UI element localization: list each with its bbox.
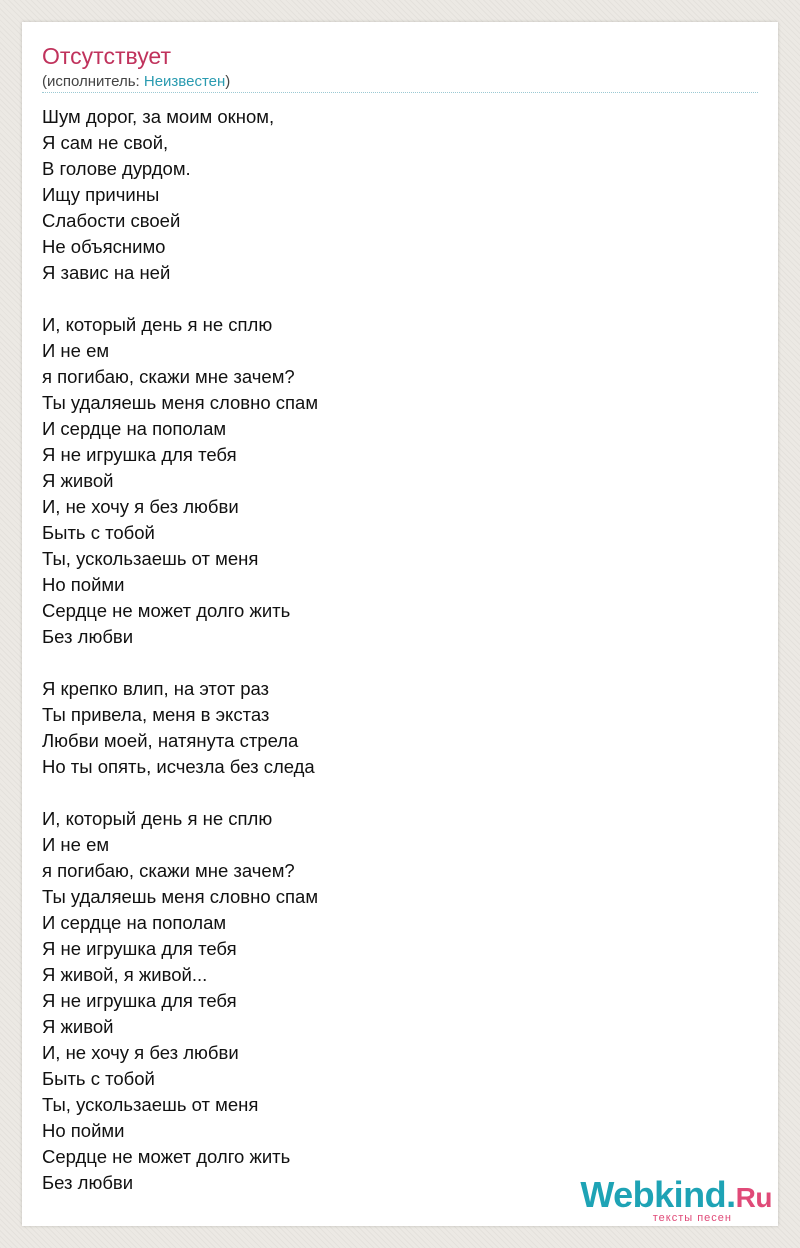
lyric-line: И, который день я не сплю [42,808,273,829]
lyric-line: Но пойми [42,574,125,595]
lyric-line: Не объяснимо [42,236,166,257]
lyric-line: Но ты опять, исчезла без следа [42,756,315,777]
logo-dot: . [726,1174,736,1215]
artist-prefix: (исполнитель: [42,73,144,90]
lyric-line: Без любви [42,626,134,647]
lyric-line: Я живой, я живой... [42,964,208,985]
lyric-line: Ты удаляешь меня словно спам [42,886,319,907]
lyric-line: Но пойми [42,1120,125,1141]
lyric-line: Быть с тобой [42,1068,155,1089]
lyric-line: И, который день я не сплю [42,314,273,335]
lyric-line: Я крепко влип, на этот раз [42,678,270,699]
lyric-line: И сердце на пополам [42,912,227,933]
stanza-break [42,780,318,806]
lyric-line: я погибаю, скажи мне зачем? [42,366,295,387]
lyric-line: И сердце на пополам [42,418,227,439]
lyric-line: Любви моей, натянута стрела [42,730,299,751]
lyric-line: В голове дурдом. [42,158,191,179]
lyric-line: Ты удаляешь меня словно спам [42,392,319,413]
lyrics-text [42,104,318,1196]
lyric-line: Ты, ускользаешь от меня [42,1094,259,1115]
lyric-line: Я не игрушка для тебя [42,444,237,465]
lyric-line: Сердце не может долго жить [42,1146,291,1167]
artist-suffix: ) [225,73,231,90]
lyric-line: Я не игрушка для тебя [42,938,237,959]
artist-line [42,72,230,92]
title-divider [42,92,758,93]
song-title: Отсутствует [42,43,171,69]
lyric-line: Я сам не свой, [42,132,169,153]
lyric-line: Быть с тобой [42,522,155,543]
lyric-line: Ты привела, меня в экстаз [42,704,270,725]
lyric-line: Сердце не может долго жить [42,600,291,621]
lyrics-card [22,22,778,1226]
lyric-line: Я не игрушка для тебя [42,990,237,1011]
logo-brand: Webkind [580,1174,727,1215]
lyric-line: Ты, ускользаешь от меня [42,548,259,569]
artist-link[interactable]: Неизвестен [143,73,226,90]
lyric-line: Я завис на ней [42,262,171,283]
lyric-line: Шум дорог, за моим окном, [42,106,275,127]
lyric-line: Я живой [42,1016,114,1037]
webkind-logo[interactable] [580,1174,772,1224]
lyric-line: И, не хочу я без любви [42,1042,239,1063]
lyric-line: Слабости своей [42,210,181,231]
lyric-line: я погибаю, скажи мне зачем? [42,860,295,881]
lyric-line: Без любви [42,1172,134,1193]
lyric-line: Я живой [42,470,114,491]
lyric-line: И, не хочу я без любви [42,496,239,517]
lyric-line: Ищу причины [42,184,160,205]
logo-tagline: тексты песен [652,1212,732,1224]
lyric-line: И не ем [42,834,110,855]
logo-tld: Ru [735,1182,772,1213]
stanza-break [42,286,318,312]
stanza-break [42,650,318,676]
lyric-line: И не ем [42,340,110,361]
